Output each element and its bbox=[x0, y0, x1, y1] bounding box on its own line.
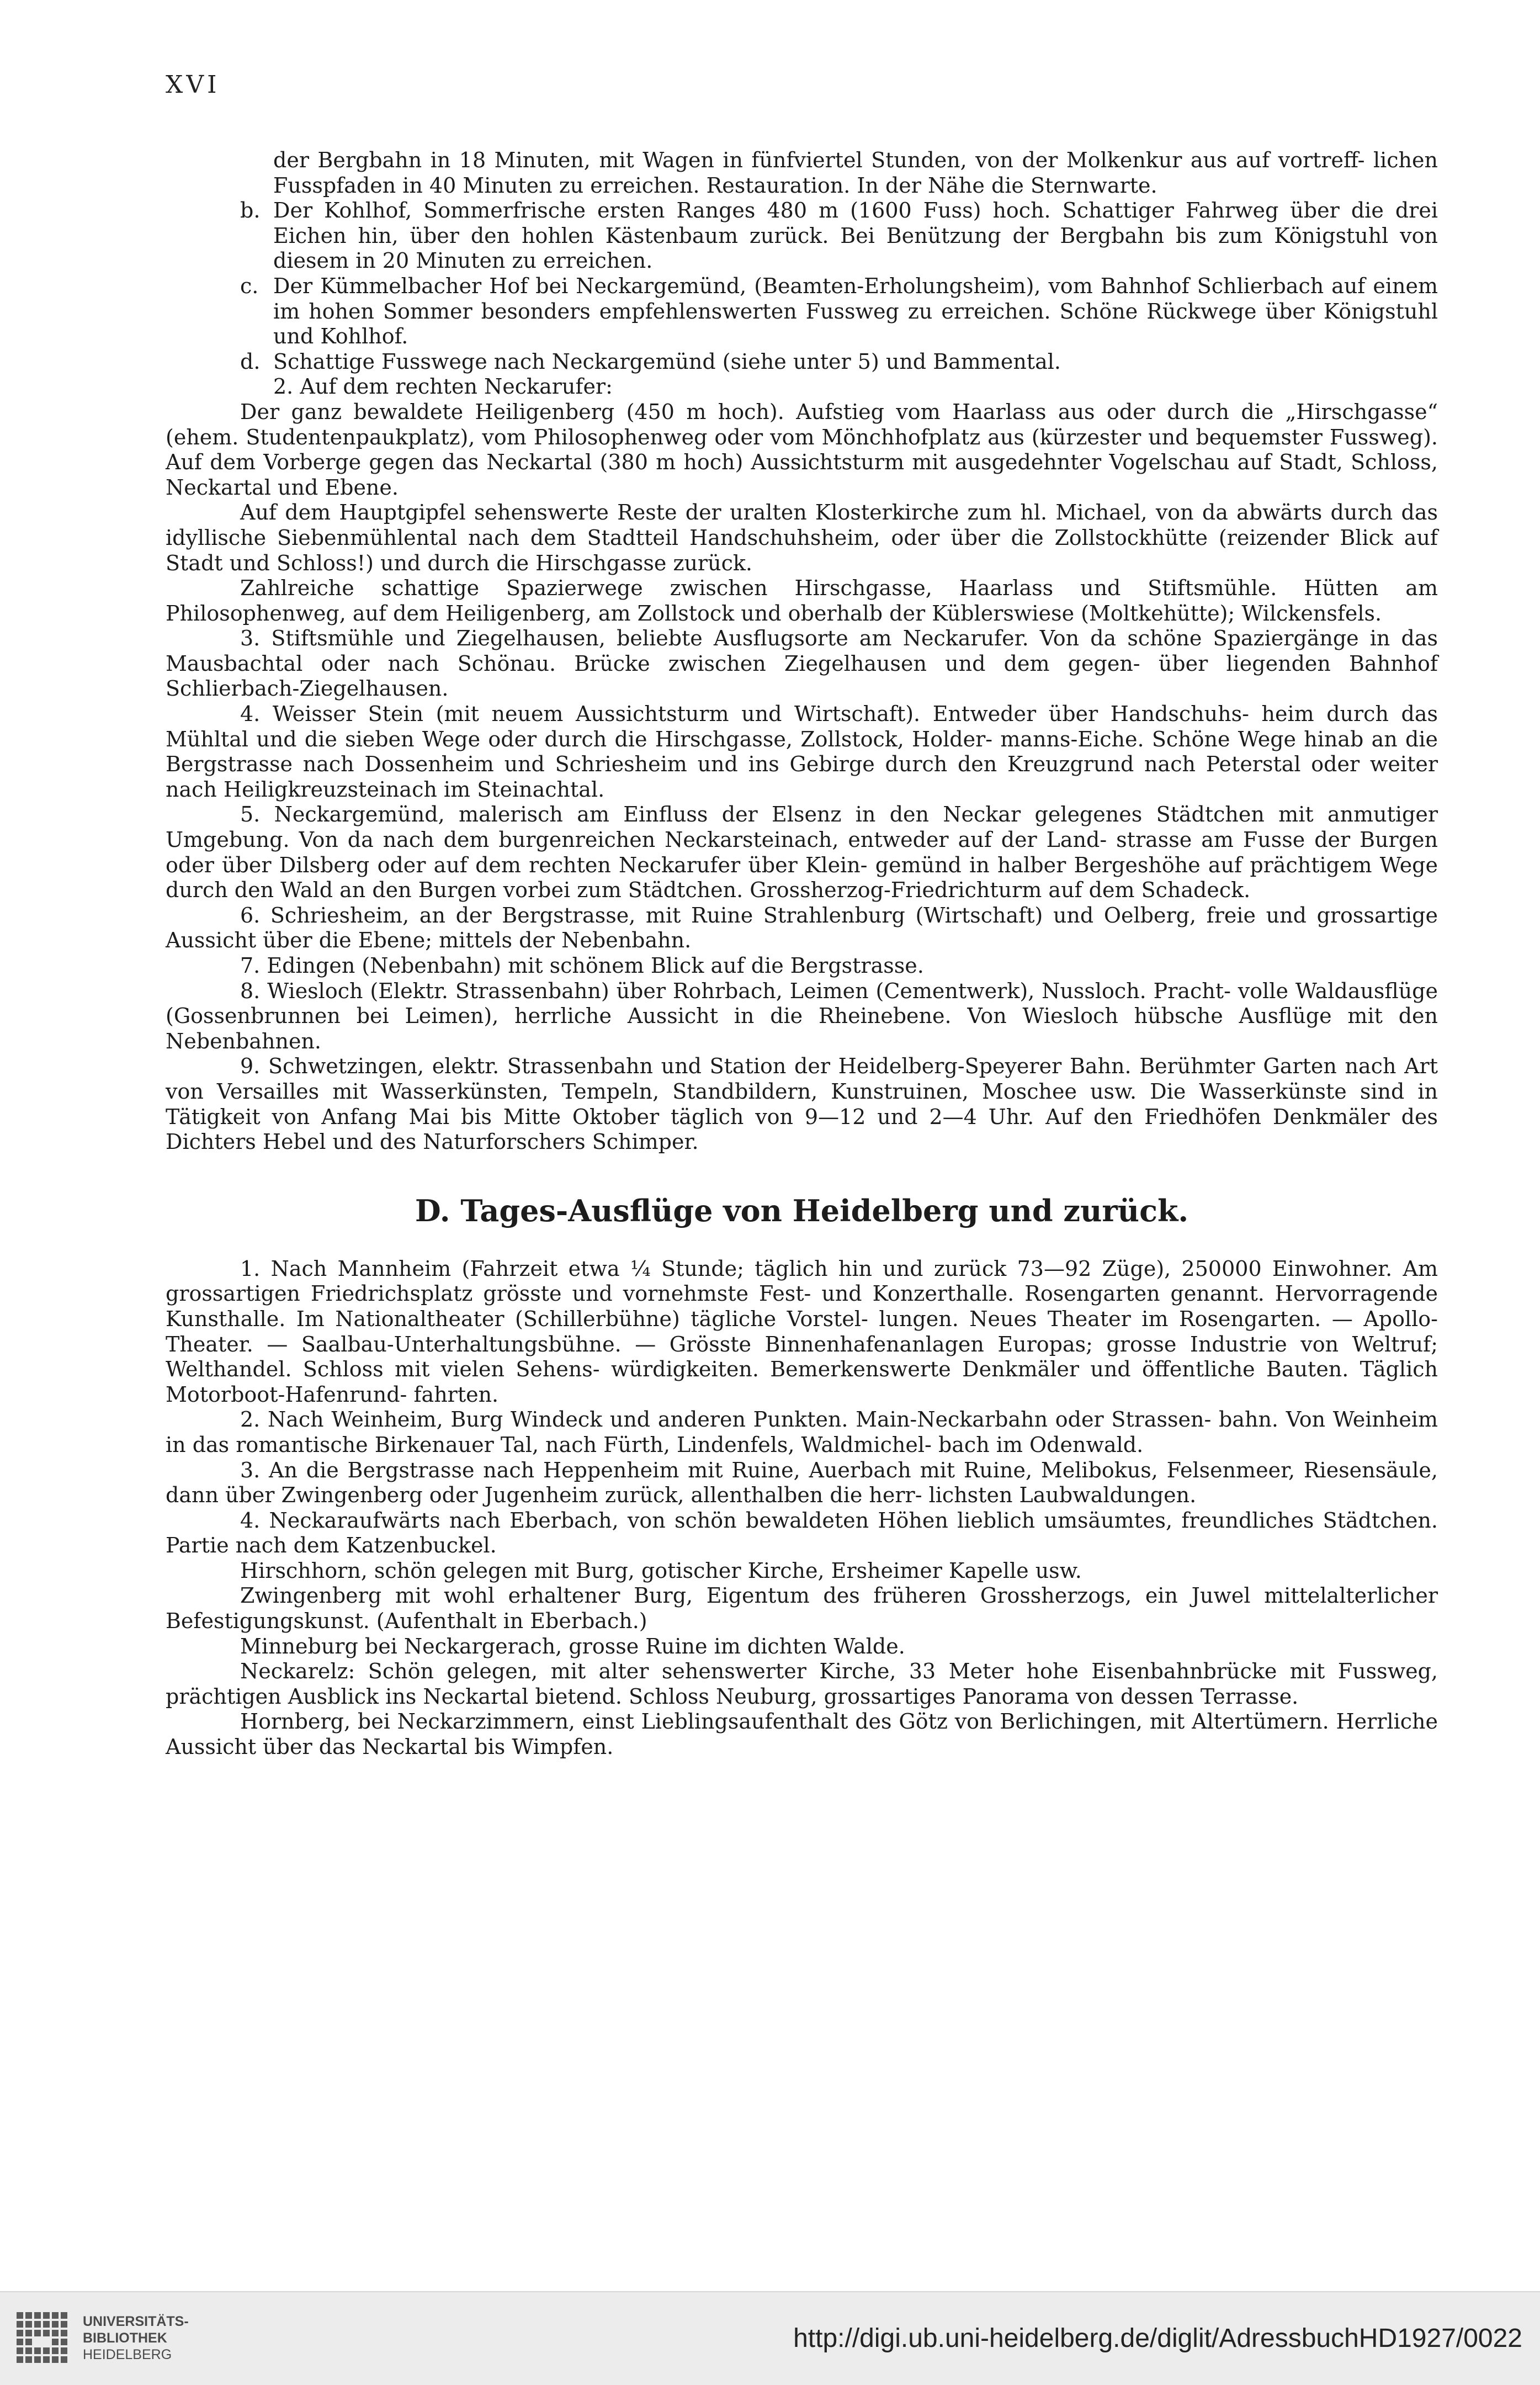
paragraph-text: Zwingenberg mit wohl erhaltener Burg, Eigentum des früheren Grossherzogs, ein Juwel mittelalterlicher Befestigungskunst. (Aufenthalt in Eberbach.) bbox=[166, 1583, 1438, 1634]
paragraph bbox=[166, 1659, 1438, 1709]
paragraph: c. Der Kümmelbacher Hof bei Neckargemünd, (Beamten-Erholungsheim), vom Bahnhof Schlierbach auf einem im hohen Sommer besonders empfehlenswerten Fussweg zu erreichen. Schöne Rückwege über Königstuhl und Kohlhof. bbox=[240, 273, 1438, 349]
paragraph-text: Auf dem Hauptgipfel sehenswerte Reste der uralten Klosterkirche zum hl. Michael, von da abwärts durch das idyllische Siebenmühlental nach dem Stadtteil Handschuhsheim, oder über die Zollstockhütte (reizender Blick auf Stadt und Schloss!) und durch die Hirschgasse zurück. bbox=[166, 500, 1438, 575]
paragraph-text: Der Kohlhof, Sommerfrische ersten Ranges 480 m (1600 Fuss) hoch. Schattiger Fahrweg über die drei Eichen hin, über den hohlen Kästenbaum zurück. Bei Benützung der Bergbahn bis zum Königstuhl von diesem in 20 Minuten zu erreichen. bbox=[273, 198, 1438, 273]
paragraph-text: 6. Schriesheim, an der Bergstrasse, mit Ruine Strahlenburg (Wirtschaft) und Oelberg, freie und grossartige Aussicht über die Ebene; mittels der Nebenbahn. bbox=[166, 903, 1438, 953]
paragraph: d. Schattige Fusswege nach Neckargemünd (siehe unter 5) und Bammental. bbox=[240, 349, 1061, 374]
paragraph-text: 2. Nach Weinheim, Burg Windeck und anderen Punkten. Main-Neckarbahn oder Strassen- bahn. Von Weinheim in das romantische Birkenauer Tal, nach Fürth, Lindenfels, Waldmichel- bach im Odenwald. bbox=[166, 1407, 1438, 1457]
paragraph-text: Hirschhorn, schön gelegen mit Burg, gotischer Kirche, Ersheimer Kapelle usw. bbox=[240, 1558, 1082, 1583]
footer-bar bbox=[0, 2291, 1540, 2385]
library-name-line: HEIDELBERG bbox=[83, 2347, 172, 2362]
paragraph bbox=[166, 1559, 1438, 1584]
paragraph-text: Minneburg bei Neckargerach, grosse Ruine im dichten Walde. bbox=[240, 1634, 905, 1658]
paragraph-text: Hornberg, bei Neckarzimmern, einst Lieblingsaufenthalt des Götz von Berlichingen, mit Altertümern. Herrliche Aussicht über das Neckartal bis Wimpfen. bbox=[166, 1709, 1438, 1759]
paragraph-text: 9. Schwetzingen, elektr. Strassenbahn und Station der Heidelberg-Speyerer Bahn. Berühmter Garten nach Art von Versailles mit Wasserkünsten, Tempeln, Standbildern, Kunstruinen, Moschee usw. Die Wasserkünste sind in Tätigkeit von Anfang Mai bis Mitte Oktober täglich von 9—12 und 2—4 Uhr. Auf den Friedhöfen Denkmäler des Dichters Hebel und des Naturforschers Schimper. bbox=[166, 1054, 1438, 1154]
paragraph bbox=[166, 1634, 1438, 1660]
section-heading bbox=[166, 1194, 1438, 1228]
paragraph bbox=[166, 500, 1438, 576]
paragraph bbox=[166, 148, 1438, 198]
paragraph-text: 3. Stiftsmühle und Ziegelhausen, beliebte Ausflugsorte am Neckarufer. Von da schöne Spaziergänge in das Mausbachtal oder nach Schönau. Brücke zwischen Ziegelhausen und dem gegen- über liegenden Bahnhof Schlierbach-Ziegelhausen. bbox=[166, 626, 1438, 701]
paragraph bbox=[166, 400, 1438, 500]
paragraph-text: 7. Edingen (Nebenbahn) mit schönem Blick auf die Bergstrasse. bbox=[240, 953, 924, 978]
page-number: XVI bbox=[166, 71, 220, 99]
body-text bbox=[166, 148, 1438, 1760]
paragraph-text: D. Tages-Ausflüge von Heidelberg und zurück. bbox=[415, 1192, 1189, 1228]
paragraph-text: 4. Weisser Stein (mit neuem Aussichtsturm und Wirtschaft). Entweder über Handschuhs- heim durch das Mühltal und die sieben Wege oder durch die Hirschgasse, Zollstock, Holder- manns-Eiche. Schöne Wege hinab an die Bergstrasse nach Dossenheim und Schriesheim und ins Gebirge durch den Kreuzgrund nach Peterstal oder weiter nach Heiligkreuzsteinach im Steinachtal. bbox=[166, 702, 1438, 802]
paragraph bbox=[166, 1054, 1438, 1154]
paragraph-text: 5. Neckargemünd, malerisch am Einfluss der Elsenz in den Neckar gelegenes Städtchen mit anmutiger Umgebung. Von da nach dem burgenreichen Neckarsteinach, entweder auf der Land- strasse am Fusse der Burgen oder über Dilsberg oder auf dem rechten Neckarufer über Klein- gemünd in halber Bergeshöhe auf prächtigem Wege durch den Wald an den Burgen vorbei zum Städtchen. Grossherzog-Friedrichturm auf dem Schadeck. bbox=[166, 802, 1438, 903]
library-logo-icon bbox=[12, 2307, 70, 2371]
paragraph bbox=[166, 374, 1438, 400]
paragraph-text: 4. Neckaraufwärts nach Eberbach, von schön bewaldeten Höhen lieblich umsäumtes, freundliches Städtchen. Partie nach dem Katzenbuckel. bbox=[166, 1508, 1438, 1558]
library-name-line: BIBLIOTHEK bbox=[83, 2330, 167, 2346]
paragraph bbox=[166, 1257, 1438, 1408]
paragraph bbox=[166, 576, 1438, 626]
paragraph-text: Der Kümmelbacher Hof bei Neckargemünd, (Beamten-Erholungsheim), vom Bahnhof Schlierbach auf einem im hohen Sommer besonders empfehlenswerten Fussweg zu erreichen. Schöne Rückwege über Königstuhl und Kohlhof. bbox=[273, 273, 1438, 349]
paragraph: b. Der Kohlhof, Sommerfrische ersten Ranges 480 m (1600 Fuss) hoch. Schattiger Fahrweg über die drei Eichen hin, über den hohlen Kästenbaum zurück. Bei Benützung der Bergbahn bis zum Königstuhl von diesem in 20 Minuten zu erreichen. bbox=[240, 198, 1438, 273]
paragraph-text: 3. An die Bergstrasse nach Heppenheim mit Ruine, Auerbach mit Ruine, Melibokus, Felsenmeer, Riesensäule, dann über Zwingenberg oder Jugenheim zurück, allenthalben die herr- lichsten Laubwaldungen. bbox=[166, 1458, 1438, 1508]
paragraph-text: 2. Auf dem rechten Neckarufer: bbox=[273, 374, 613, 399]
paragraph bbox=[166, 979, 1438, 1054]
paragraph bbox=[166, 626, 1438, 702]
source-url-link[interactable]: http://digi.ub.uni-heidelberg.de/diglit/AdressbuchHD1927/0022 bbox=[793, 2324, 1522, 2353]
paragraph-text: Der ganz bewaldete Heiligenberg (450 m hoch). Aufstieg vom Haarlass aus oder durch die „Hirschgasse“ (ehem. Studentenpaukplatz), vom Philosophenweg oder vom Mönchhofplatz aus (kürzester und bequemster Fussweg). Auf dem Vorberge gegen das Neckartal (380 m hoch) Aussichtsturm mit ausgedehnter Vogelschau auf Stadt, Schloss, Neckartal und Ebene. bbox=[166, 399, 1438, 500]
library-name bbox=[83, 2313, 189, 2363]
paragraph bbox=[166, 903, 1438, 953]
paragraph bbox=[166, 1508, 1438, 1559]
paragraph bbox=[166, 953, 1438, 979]
paragraph bbox=[166, 1458, 1438, 1508]
paragraph-text: Schattige Fusswege nach Neckargemünd (siehe unter 5) und Bammental. bbox=[273, 349, 1061, 374]
paragraph bbox=[166, 702, 1438, 802]
paragraph-text: Neckarelz: Schön gelegen, mit alter sehenswerter Kirche, 33 Meter hohe Eisenbahnbrücke mit Fussweg, prächtigen Ausblick ins Neckartal bietend. Schloss Neuburg, grossartiges Panorama von dessen Terrasse. bbox=[166, 1659, 1438, 1709]
paragraph bbox=[166, 802, 1438, 903]
paragraph-text: der Bergbahn in 18 Minuten, mit Wagen in fünfviertel Stunden, von der Molkenkur aus auf vortreff- lichen Fusspfaden in 40 Minuten zu erreichen. Restauration. In der Nähe die Sternwarte. bbox=[273, 148, 1438, 198]
paragraph-text: Zahlreiche schattige Spazierwege zwischen Hirschgasse, Haarlass und Stiftsmühle. Hütten am Philosophenweg, auf dem Heiligenberg, am Zollstock und oberhalb der Küblerswiese (Moltkehütte); Wilckensfels. bbox=[166, 576, 1438, 626]
paragraph-text: 1. Nach Mannheim (Fahrzeit etwa ¼ Stunde; täglich hin und zurück 73—92 Züge), 250000 Einwohner. Am grossartigen Friedrichsplatz grösste und vornehmste Fest- und Konzerthalle. Rosengarten genannt. Hervorragende Kunsthalle. Im Nationaltheater (Schillerbühne) tägliche Vorstel- lungen. Neues Theater im Rosengarten. — Apollo-Theater. — Saalbau-Unterhaltungsbühne. — Grösste Binnenhafenanlagen Europas; grosse Industrie von Weltruf; Welthandel. Schloss mit vielen Sehens- würdigkeiten. Bemerkenswerte Denkmäler und öffentliche Bauten. Täglich Motorboot-Hafenrund- fahrten. bbox=[166, 1256, 1438, 1407]
paragraph-text: 8. Wiesloch (Elektr. Strassenbahn) über Rohrbach, Leimen (Cementwerk), Nussloch. Pracht- volle Waldausflüge (Gossenbrunnen bei Leimen), herrliche Aussicht in die Rheinebene. Von Wiesloch hübsche Ausflüge mit den Nebenbahnen. bbox=[166, 978, 1438, 1053]
paragraph bbox=[166, 1709, 1438, 1759]
paragraph bbox=[166, 1583, 1438, 1634]
library-name-line: UNIVERSITÄTS- bbox=[83, 2314, 189, 2329]
paragraph bbox=[166, 1407, 1438, 1458]
